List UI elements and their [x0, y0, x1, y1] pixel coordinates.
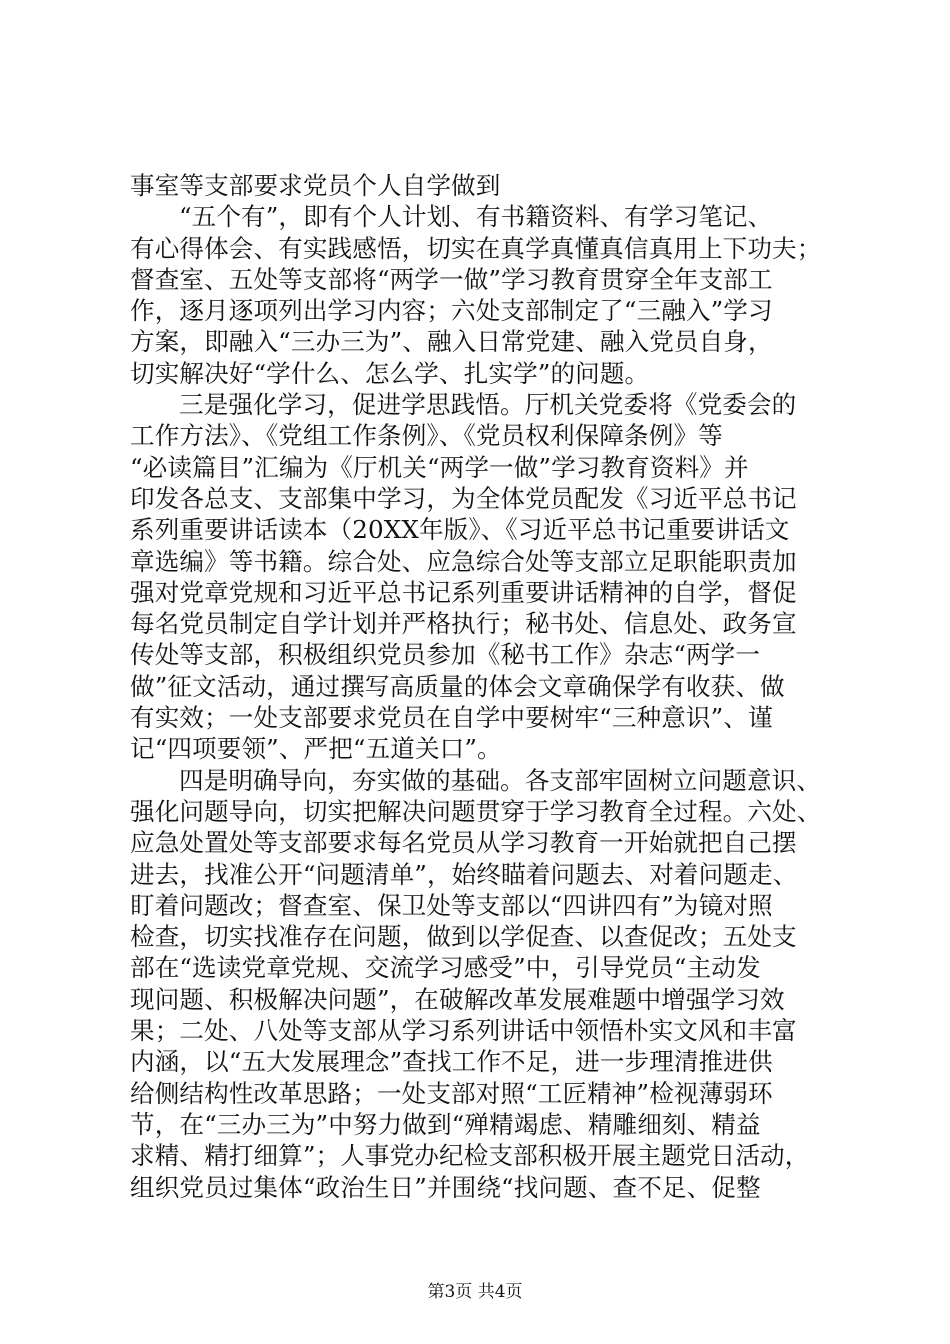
text-line: 现问题、积极解决问题”，在破解改革发展难题中增强学习效	[130, 984, 785, 1014]
text-line: 工作方法》、《党组工作条例》、《党员权利保障条例》等	[130, 421, 723, 451]
text-line: 检查，切实找准存在问题，做到以学促查、以查促改；五处支	[130, 922, 797, 952]
text-line: 四是明确导向，夯实做的基础。各支部牢固树立问题意识、	[179, 765, 822, 795]
text-line: 事室等支部要求党员个人自学做到	[130, 171, 501, 200]
text-line: 督查室、五处等支部将“两学一做”学习教育贯穿全年支部工	[130, 264, 773, 294]
text-line: 应急处置处等支部要求每名党员从学习教育一开始就把自己摆	[130, 828, 797, 858]
page-footer: 第3页 共4页	[427, 1282, 523, 1302]
text-line: 部在“选读党章党规、交流学习感受”中，引导党员“主动发	[130, 953, 761, 983]
text-line: 求精、精打细算”；人事党办纪检支部积极开展主题党日活动，	[130, 1141, 810, 1171]
text-line: “五个有”，即有个人计划、有书籍资料、有学习笔记、	[179, 202, 773, 232]
text-line: 进去，找准公开“问题清单”，始终瞄着问题去、对着问题走、	[130, 859, 798, 889]
text-line: 三是强化学习，促进学思践悟。厅机关党委将《党委会的	[179, 390, 797, 420]
text-line: 章选编》等书籍。综合处、应急综合处等支部立足职能职责加	[130, 546, 797, 576]
text-line: “必读篇目”汇编为《厅机关“两学一做”学习教育资料》并	[130, 452, 749, 482]
text-line: 内涵，以“五大发展理念”查找工作不足，进一步理清推进供	[130, 1047, 773, 1077]
text-line: 切实解决好“学什么、怎么学、扎实学”的问题。	[130, 358, 650, 388]
text-line: 给侧结构性改革思路；一处支部对照“工匠精神”检视薄弱环	[130, 1078, 773, 1108]
text-line: 每名党员制定自学计划并严格执行；秘书处、信息处、政务宣	[130, 609, 797, 639]
text-line: 系列重要讲话读本（20XX年版》、《习近平总书记重要讲话文	[130, 515, 790, 545]
body-text	[130, 170, 842, 1203]
text-line: 组织党员过集体“政治生日”并围绕“找问题、查不足、促整	[130, 1172, 761, 1202]
text-line: 方案，即融入“三办三为”、融入日常党建、融入党员自身，	[130, 327, 773, 357]
text-line: 有心得体会、有实践感悟，切实在真学真懂真信真用上下功夫；	[130, 233, 822, 263]
text-line: 作，逐月逐项列出学习内容；六处支部制定了“三融入”学习	[130, 296, 773, 326]
text-line: 有实效；一处支部要求党员在自学中要树牢“三种意识”、谨	[130, 703, 773, 733]
text-line: 做”征文活动，通过撰写高质量的体会文章确保学有收获、做	[130, 671, 785, 701]
text-line: 传处等支部，积极组织党员参加《秘书工作》杂志“两学一	[130, 640, 761, 670]
text-line: 强对党章党规和习近平总书记系列重要讲话精神的自学，督促	[130, 577, 797, 607]
text-line: 果；二处、八处等支部从学习系列讲话中领悟朴实文风和丰富	[130, 1016, 797, 1046]
text-line: 节，在“三办三为”中努力做到“殚精竭虑、精雕细刻、精益	[130, 1109, 761, 1139]
text-line: 印发各总支、支部集中学习，为全体党员配发《习近平总书记	[130, 483, 797, 513]
text-line: 强化问题导向，切实把解决问题贯穿于学习教育全过程。六处、	[130, 796, 822, 826]
text-line: 盯着问题改；督查室、保卫处等支部以“四讲四有”为镜对照	[130, 890, 773, 920]
text-line: 记“四项要领”、严把“五道关口”。	[130, 734, 502, 764]
